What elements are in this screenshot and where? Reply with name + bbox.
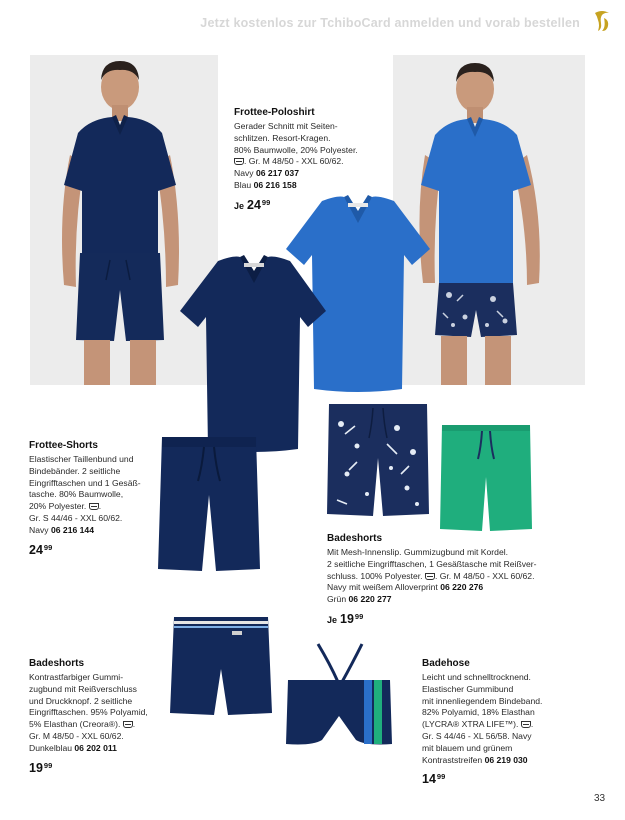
product-badehose-desc-6: Gr. S 44/46 - XL 56/58. Navy: [422, 730, 532, 741]
product-badeshorts-contrast-price: $19^{99}$: [29, 760, 53, 775]
product-shorts-desc-3: Eingrifftaschen und 1 Gesäß-: [29, 477, 141, 488]
product-badeshorts-print-variant-green: Grün 06 220 277: [327, 594, 392, 605]
product-polo-desc-2: schlitzen. Resort-Kragen.: [234, 132, 331, 143]
printed-swim-shorts-image: [327, 404, 429, 518]
product-badehose-title: Badehose: [422, 658, 470, 669]
washing-symbol-icon: [521, 721, 531, 728]
product-polo-desc-1: Gerader Schnitt mit Seiten-: [234, 121, 338, 131]
product-polo-variant-navy: Navy 06 217 037: [234, 168, 299, 179]
product-polo-size: . Gr. M 48/50 - XXL 60/62.: [234, 156, 394, 168]
product-badeshorts-contrast-desc-3: und Druckknopf. 2 seitliche: [29, 695, 133, 706]
product-badehose-variant: Kontraststreifen 06 219 030: [422, 754, 528, 765]
product-badeshorts-contrast-desc-4: Eingrifftaschen. 95% Polyamid,: [29, 707, 148, 718]
washing-symbol-icon: [123, 721, 133, 728]
product-polo-desc-3: 80% Baumwolle, 20% Polyester.: [234, 144, 358, 155]
product-badeshorts-print-info: [327, 532, 562, 627]
product-shorts-variant: Navy 06 216 144: [29, 524, 94, 535]
navy-shorts-image: [158, 437, 260, 571]
product-badehose-desc-1: Leicht und schnelltrocknend.: [422, 672, 531, 682]
product-shorts-desc-1: Elastischer Taillenbund und: [29, 454, 134, 464]
swim-trunks-image: [286, 640, 392, 750]
contrast-waistband-shorts-image: [170, 617, 272, 715]
product-badehose-desc-3: mit innenliegendem Bindeband.: [422, 695, 543, 706]
product-shorts-desc-4: tasche. 80% Baumwolle,: [29, 489, 124, 500]
product-shorts-price: $24^{99}$: [29, 542, 53, 557]
product-badeshorts-print-title: Badeshorts: [327, 533, 383, 544]
product-polo-price: Je $24^{99}$: [234, 197, 271, 212]
product-shorts-title: Frottee-Shorts: [29, 440, 98, 451]
product-badeshorts-print-desc-3: schluss. 100% Polyester. . Gr. M 48/50 - XXL 60/62.: [327, 570, 535, 581]
product-polo-variant-blue: Blau 06 216 158: [234, 179, 297, 190]
washing-symbol-icon: [89, 503, 99, 510]
navy-polo-image: [178, 253, 328, 453]
product-badeshorts-contrast-variant: Dunkelblau 06 202 011: [29, 742, 117, 753]
tchibo-logo-icon: [591, 9, 613, 33]
tchibocard-banner[interactable]: Jetzt kostenlos zur TchiboCard anmelden und vorab bestellen: [200, 16, 580, 30]
product-shorts-desc-5: 20% Polyester. .: [29, 501, 102, 512]
page-number: 33: [594, 793, 606, 804]
product-shorts-desc-2: Bindebänder. 2 seitliche: [29, 465, 121, 476]
product-badehose-desc-4: 82% Polyamid, 18% Elasthan: [422, 707, 535, 718]
product-shorts-size: Gr. S 44/46 - XXL 60/62.: [29, 512, 123, 523]
product-badeshorts-print-desc-2: 2 seitliche Eingrifftaschen, 1 Gesäßtasche mit Reißver-: [327, 558, 537, 569]
product-badeshorts-contrast-desc-1: Kontrastfarbiger Gummi-: [29, 672, 124, 682]
product-badehose-desc-5: (LYCRA® XTRA LIFE™). .: [422, 719, 534, 730]
product-badeshorts-print-variant-navy: Navy mit weißem Alloverprint 06 220 276: [327, 582, 484, 593]
product-polo-title: Frottee-Poloshirt: [234, 107, 315, 118]
product-badeshorts-contrast-desc-5: 5% Elasthan (Creora®). .: [29, 719, 136, 730]
washing-symbol-icon: [234, 158, 244, 165]
green-swim-shorts-image: [440, 425, 532, 531]
product-badehose-desc-7: mit blauem und grünem: [422, 742, 513, 753]
washing-symbol-icon: [425, 573, 435, 580]
product-badehose-info: [422, 657, 582, 786]
product-badehose-desc-2: Elastischer Gummibund: [422, 683, 514, 694]
product-badeshorts-contrast-desc-2: zugbund mit Reißverschluss: [29, 683, 137, 694]
product-badeshorts-contrast-size: Gr. M 48/50 - XXL 60/62.: [29, 730, 124, 741]
product-shorts-info: [29, 439, 169, 556]
product-badehose-price: $14^{99}$: [422, 772, 446, 787]
product-badeshorts-print-desc-1: Mit Mesh-Innenslip. Gummizugbund mit Kordel.: [327, 547, 509, 557]
product-badeshorts-print-price: Je $19^{99}$: [327, 611, 364, 626]
product-badeshorts-contrast-info: [29, 657, 169, 774]
product-badeshorts-contrast-title: Badeshorts: [29, 658, 85, 669]
